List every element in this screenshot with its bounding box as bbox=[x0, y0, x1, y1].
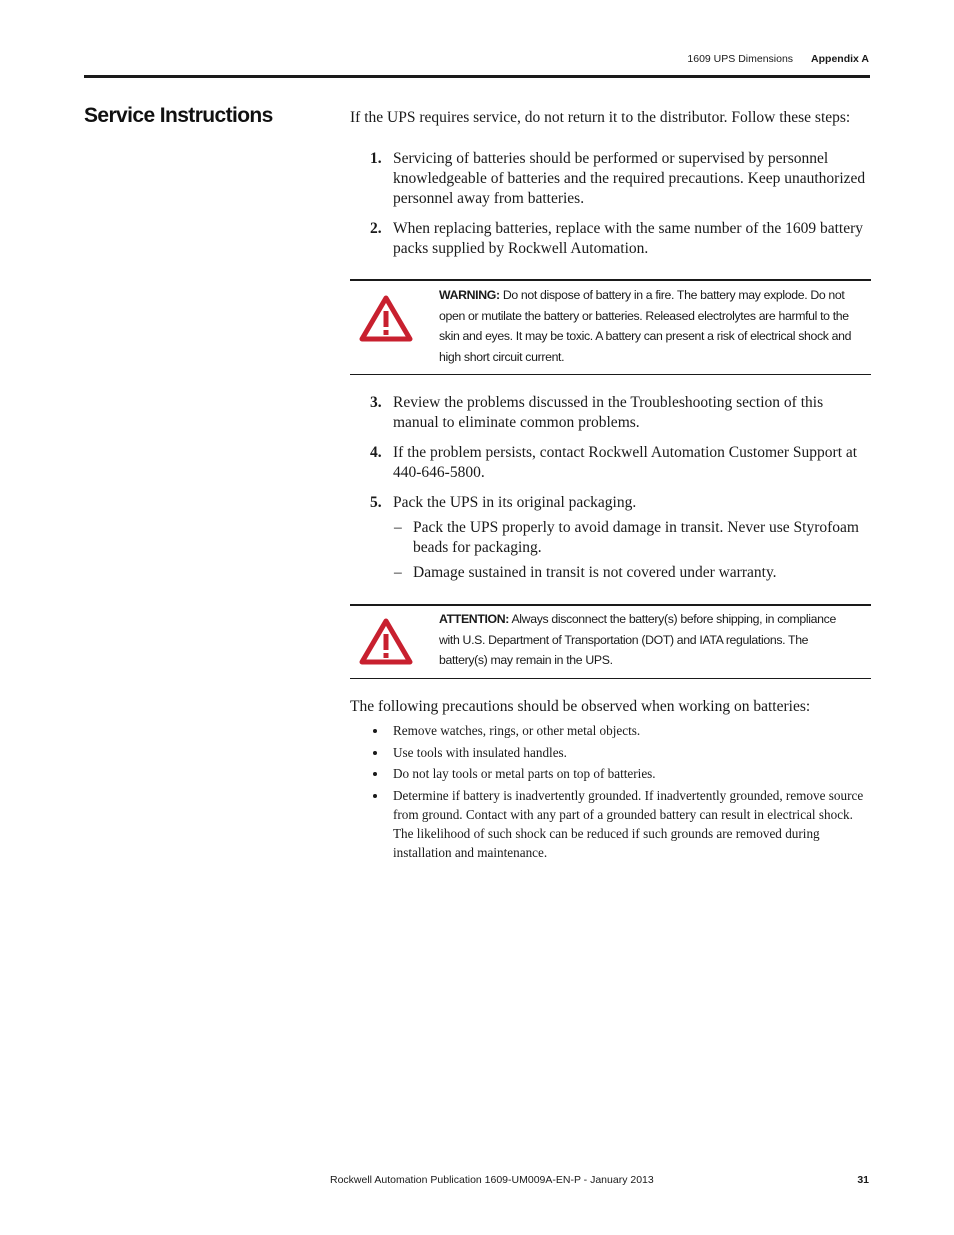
footer-publication: Rockwell Automation Publication 1609-UM009A-EN-P - January 2013 bbox=[330, 1174, 654, 1186]
step-item bbox=[350, 219, 870, 259]
list-item-text: Remove watches, rings, or other metal objects. bbox=[393, 723, 641, 738]
warning-triangle-icon bbox=[359, 294, 413, 342]
step-number: 2. bbox=[370, 220, 382, 237]
warning-text: Do not dispose of battery in a fire. The battery may explode. Do not open or mutilate the battery or batteries. Released electrolytes are harmful to the skin and eyes. It may be toxic. A battery can present a risk of electrical shock and high short circuit current. bbox=[439, 288, 852, 364]
body-content bbox=[350, 108, 870, 868]
list-item-text: Determine if battery is inadvertently grounded. If inadvertently grounded, remove source from ground. Contact with any part of a grounded battery can result in electrical shock. The likelihood of such shock can be reduced if such grounds are removed during installation and maintenance. bbox=[393, 788, 864, 860]
list-item bbox=[350, 764, 870, 783]
list-item bbox=[350, 786, 870, 862]
running-header bbox=[687, 53, 869, 65]
step-text: Pack the UPS in its original packaging. bbox=[393, 494, 637, 511]
step-item bbox=[350, 443, 870, 483]
page-title: Service Instructions bbox=[84, 104, 273, 127]
attention-message bbox=[439, 609, 857, 671]
step-number: 1. bbox=[370, 150, 382, 167]
sub-item-text: Pack the UPS properly to avoid damage in transit. Never use Styrofoam beads for packaging. bbox=[413, 519, 859, 556]
step-number: 4. bbox=[370, 444, 382, 461]
dash-marker: – bbox=[394, 564, 402, 581]
dash-marker: – bbox=[394, 519, 402, 536]
list-item-text: Do not lay tools or metal parts on top of batteries. bbox=[393, 766, 656, 781]
sub-item bbox=[350, 563, 870, 583]
header-appendix-label: Appendix A bbox=[811, 53, 869, 65]
attention-label: ATTENTION: bbox=[439, 612, 510, 626]
warning-notice bbox=[350, 279, 871, 375]
step-text: If the problem persists, contact Rockwell Automation Customer Support at 440-646-5800. bbox=[393, 444, 858, 481]
step-text: Review the problems discussed in the Troubleshooting section of this manual to eliminate common problems. bbox=[393, 394, 824, 431]
list-item bbox=[350, 743, 870, 762]
list-item-text: Use tools with insulated handles. bbox=[393, 745, 567, 760]
attention-text: Always disconnect the battery(s) before shipping, in compliance with U.S. Department of Transportation (DOT) and IATA regulations. The battery(s) may remain in the UPS. bbox=[439, 612, 836, 667]
step-text: When replacing batteries, replace with the same number of the 1609 battery packs supplied by Rockwell Automation. bbox=[393, 220, 863, 257]
step-number: 5. bbox=[370, 494, 382, 511]
bullet-icon bbox=[373, 772, 377, 776]
step-item bbox=[350, 149, 870, 209]
intro-paragraph: If the UPS requires service, do not return it to the distributor. Follow these steps: bbox=[350, 109, 851, 126]
sub-item bbox=[350, 518, 870, 558]
sub-item-text: Damage sustained in transit is not covered under warranty. bbox=[413, 564, 777, 581]
page-number: 31 bbox=[857, 1174, 869, 1186]
step-item bbox=[350, 493, 870, 513]
attention-notice bbox=[350, 604, 871, 679]
step-text: Servicing of batteries should be performed or supervised by personnel knowledgeable of batteries and the required precautions. Keep unauthorized personnel away from batteries. bbox=[393, 150, 866, 207]
bullet-icon bbox=[373, 751, 377, 755]
step-item bbox=[350, 393, 870, 433]
bullet-icon bbox=[373, 794, 377, 798]
list-item bbox=[350, 721, 870, 740]
attention-triangle-icon bbox=[359, 617, 413, 665]
warning-message bbox=[439, 285, 857, 367]
bullet-icon bbox=[373, 729, 377, 733]
step-number: 3. bbox=[370, 394, 382, 411]
warning-label: WARNING: bbox=[439, 288, 500, 302]
precautions-intro: The following precautions should be observed when working on batteries: bbox=[350, 698, 811, 715]
header-section-title: 1609 UPS Dimensions bbox=[687, 53, 794, 65]
header-rule bbox=[84, 75, 870, 78]
